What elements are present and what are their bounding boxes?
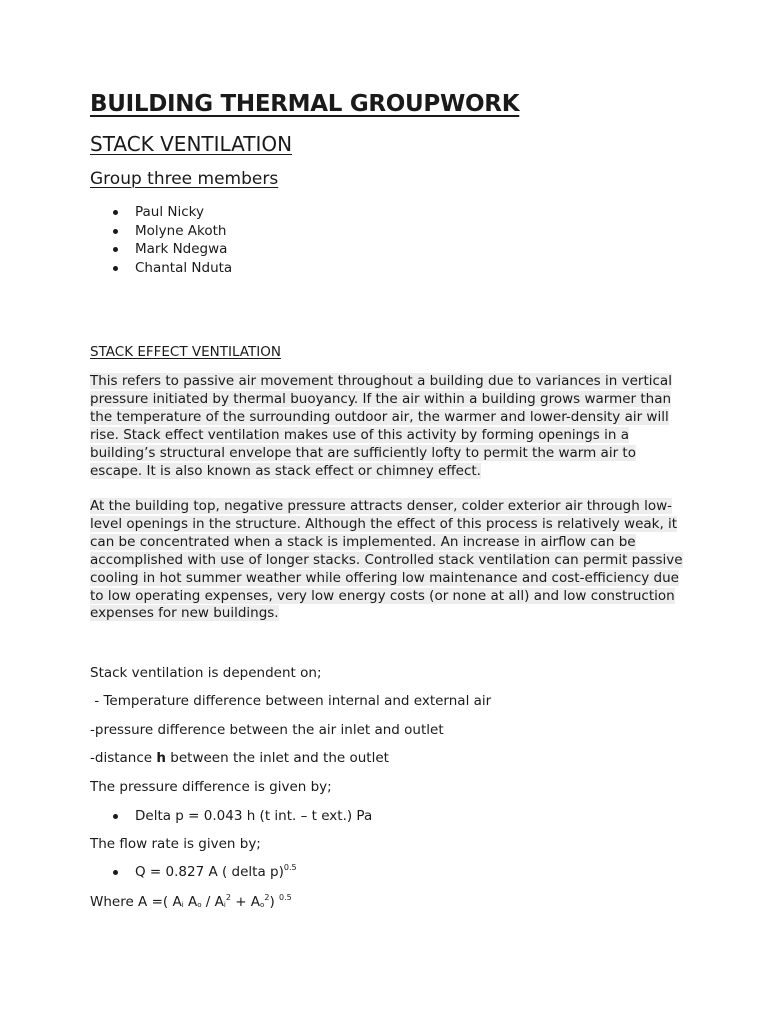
paragraph-line: This refers to passive air movement throughout a building due to variances in vertical — [90, 373, 672, 389]
area-formula-prefix: Where A =( A — [90, 894, 182, 910]
paragraph-line: can be concentrated when a stack is implemented. An increase in airflow can be — [90, 533, 636, 550]
bullet-icon — [113, 266, 118, 271]
area-formula-exponent: 0.5 — [279, 893, 292, 902]
member-name: Paul Nicky — [135, 204, 205, 220]
area-formula-close: ) — [269, 894, 279, 910]
flow-formula-exponent: 0.5 — [283, 863, 297, 872]
flow-formula-text: Q = 0.827 A ( delta p) — [135, 864, 284, 880]
area-formula-plus: + A — [230, 894, 261, 910]
paragraph-line: escape. It is also known as stack effect or chimney effect. — [90, 462, 481, 479]
distance-prefix: -distance — [90, 750, 157, 766]
paragraph-line: accomplished with use of longer stacks. Controlled stack ventilation can permit passive — [90, 551, 683, 568]
dependency-pressure: -pressure difference between the air inlet and outlet — [90, 722, 444, 738]
dependency-distance — [90, 749, 389, 767]
subscript-i: i — [181, 901, 184, 909]
superscript-2: 2 — [264, 893, 270, 902]
paragraph-line: rise. Stack effect ventilation makes use of this activity by forming openings in a — [90, 426, 629, 443]
list-item — [90, 222, 232, 241]
paragraph-line: building’s structural envelope that are sufficiently lofty to permit the warm air to — [90, 444, 636, 461]
distance-suffix: between the inlet and the outlet — [166, 750, 389, 766]
member-name: Molyne Akoth — [135, 222, 227, 239]
area-formula — [90, 893, 292, 911]
dependency-temperature: - Temperature difference between internal and external air — [90, 693, 492, 709]
superscript-2: 2 — [225, 893, 231, 902]
paragraph-definition — [90, 373, 690, 480]
paragraph-line: the temperature of the surrounding outdoor air, the warmer and lower-density air will — [90, 408, 669, 425]
list-item — [90, 203, 232, 222]
section-heading: STACK EFFECT VENTILATION — [90, 344, 281, 360]
document-title: BUILDING THERMAL GROUPWORK — [90, 91, 520, 117]
bullet-icon — [113, 814, 118, 819]
pressure-intro: The pressure difference is given by; — [90, 779, 332, 795]
paragraph-line: to low operating expenses, very low energy costs (or none at all) and low construction — [90, 587, 675, 604]
paragraph-line: pressure initiated by thermal buoyancy. If the air within a building grows warmer than — [90, 390, 672, 407]
members-heading: Group three members — [90, 169, 279, 189]
paragraph-line: cooling in hot summer weather while offering low maintenance and cost-efficiency due — [90, 569, 679, 586]
document-subtitle: STACK VENTILATION — [90, 132, 293, 156]
flow-intro: The flow rate is given by; — [90, 836, 261, 852]
dependent-intro: Stack ventilation is dependent on; — [90, 665, 322, 681]
bullet-icon — [113, 210, 118, 215]
member-name: Mark Ndegwa — [135, 241, 228, 258]
member-name: Chantal Nduta — [135, 260, 233, 277]
bullet-icon — [113, 870, 118, 875]
subscript-o: o — [260, 901, 265, 909]
bullet-icon — [113, 247, 118, 252]
paragraph-line: At the building top, negative pressure attracts denser, colder exterior air through low- — [90, 498, 672, 514]
pressure-formula — [90, 807, 372, 825]
area-formula-a: A — [183, 894, 198, 910]
members-list — [90, 203, 232, 278]
subscript-i: i — [223, 901, 226, 909]
bullet-icon — [113, 229, 118, 234]
subscript-o: o — [197, 901, 202, 909]
flow-formula — [90, 863, 297, 881]
pressure-formula-text: Delta p = 0.043 h (t int. – t ext.) Pa — [135, 808, 373, 824]
area-formula-divide: / A — [201, 894, 224, 910]
paragraph-line: level openings in the structure. Although the effect of this process is relatively weak, it — [90, 515, 678, 532]
paragraph-building-top — [90, 498, 690, 623]
distance-variable: h — [156, 750, 166, 766]
paragraph-line: expenses for new buildings. — [90, 605, 279, 622]
list-item — [90, 259, 232, 278]
list-item — [90, 240, 232, 259]
